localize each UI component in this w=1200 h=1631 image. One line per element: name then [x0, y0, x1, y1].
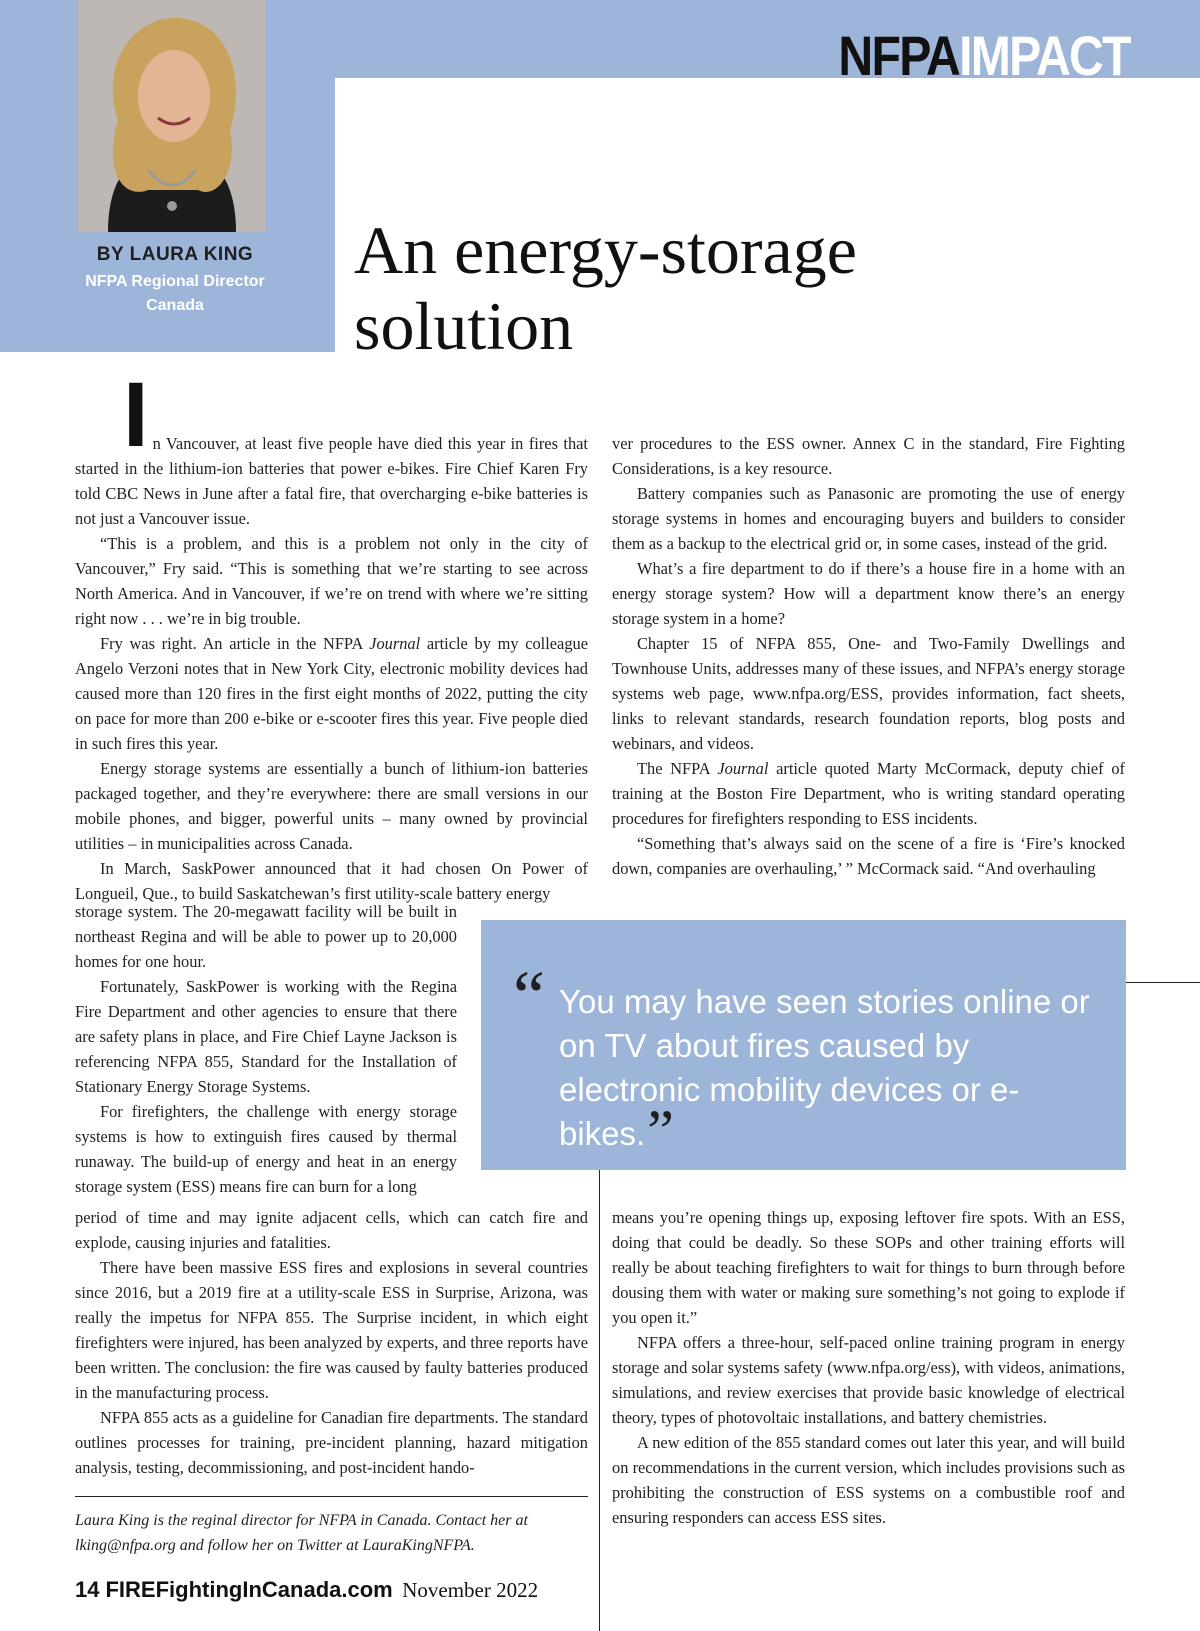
- headline-line-2: solution: [354, 288, 574, 364]
- close-quote-mark: ”: [647, 1098, 674, 1164]
- paragraph: A new edition of the 855 standard comes out later this year, and will build on recommendations in the current version, which includes provisions such as prohibiting the construction of ESS systems on a combustible roof and ensuring responders can access ESS sites.: [612, 1433, 1125, 1527]
- paragraph: period of time and may ignite adjacent cells, which can catch fire and explode, causing injuries and fatalities.: [75, 1208, 588, 1252]
- paragraph: The NFPA Journal article quoted Marty McCormack, deputy chief of training at the Boston Fire Department, who is writing standard operating procedures for firefighters responding to ESS incidents.: [612, 759, 1125, 828]
- divider: [1126, 982, 1200, 983]
- headline-line-1: An energy-storage: [354, 212, 857, 288]
- article-headline: [354, 212, 1134, 364]
- body-column-left-bottom: [75, 1205, 588, 1480]
- paragraph: In Vancouver, at least five people have died this year in fires that started in the lithium-ion batteries that power e-bikes. Fire Chief Karen Fry told CBC News in June after a fatal fire, that overcharging e-bike batteries is not just a Vancouver issue.: [75, 364, 588, 528]
- paragraph: ver procedures to the ESS owner. Annex C in the standard, Fire Fighting Considerations, is a key resource.: [612, 434, 1125, 478]
- paragraph: In March, SaskPower announced that it had chosen On Power of Longueil, Que., to build Saskatchewan’s first utility-scale battery energy: [75, 859, 588, 903]
- author-name: BY LAURA KING: [96, 244, 254, 265]
- paragraph: Fry was right. An article in the NFPA Journal article by my colleague Angelo Verzoni notes that in New York City, electronic mobility devices had caused more than 120 fires in the first eight months of 2022, putting the city on pace for more than 200 e-bike or e-scooter fires this year. Five people died in such fires this year.: [75, 634, 589, 753]
- paragraph: “Something that’s always said on the scene of a fire is ‘Fire’s knocked down, companies are overhauling,’ ” McCormack said. “And overhauling: [612, 834, 1125, 878]
- paragraph: NFPA offers a three-hour, self-paced online training program in energy storage and solar systems safety (www.nfpa.org/ess), with videos, animations, simulations, and review exercises that provide basic knowledge of electrical theory, types of photovoltaic installations, and battery chemistries.: [612, 1333, 1125, 1427]
- section-masthead: [839, 26, 1130, 86]
- paragraph: NFPA 855 acts as a guideline for Canadian fire departments. The standard outlines processes for training, pre-incident planning, hazard mitigation analysis, testing, decommissioning, and post-incident hando-: [75, 1408, 588, 1477]
- author-bio: Laura King is the reginal director for NFPA in Canada. Contact her at lking@nfpa.org and follow her on Twitter at LauraKingNFPA.: [75, 1512, 528, 1554]
- paragraph: storage system. The 20-megawatt facility will be built in northeast Regina and will be able to power up to 20,000 homes for one hour.: [75, 902, 457, 971]
- paragraph: means you’re opening things up, exposing leftover fire spots. With an ESS, doing that could be deadly. So these SOPs and other training efforts will really be about teaching firefighters to wait for things to burn through before dousing them with water or making sure something’s not going to explode if you open it.”: [612, 1208, 1125, 1327]
- byline: [40, 244, 310, 318]
- column-divider: [599, 1170, 600, 1631]
- pull-quote: [481, 920, 1126, 1170]
- body-column-left-top: [75, 364, 589, 906]
- issue-date: November 2022: [402, 1578, 539, 1602]
- paragraph: Chapter 15 of NFPA 855, One- and Two-Family Dwellings and Townhouse Units, addresses many of these issues, and NFPA’s energy storage systems web page, www.nfpa.org/ESS, provides information, fact sheets, links to relevant standards, research foundation reports, blog posts and webinars, and videos.: [612, 634, 1125, 753]
- body-column-right-top: [612, 431, 1125, 881]
- paragraph: For firefighters, the challenge with energy storage systems is how to extinguish fires caused by thermal runaway. The build-up of energy and heat in an energy storage system (ESS) means fire can burn for a long: [75, 1102, 457, 1196]
- paragraph: There have been massive ESS fires and explosions in several countries since 2016, but a 2019 fire at a utility-scale ESS in Surprise, Arizona, was really the impetus for NFPA 855. The Surprise incident, in which eight firefighters were injured, has been analyzed by experts, and three reports have been written. The conclusion: the fire was caused by faulty batteries produced in the manufacturing process.: [75, 1258, 588, 1402]
- site-name: FIREFightingInCanada.com: [105, 1577, 393, 1602]
- body-column-right-bottom: [612, 1205, 1125, 1530]
- masthead-nfpa: NFPA: [838, 24, 960, 87]
- paragraph: Energy storage systems are essentially a bunch of lithium-ion batteries packaged together, and they’re everywhere: there are small versions in our mobile phones, and bigger, powerful units – many owned by provincial utilities – in municipalities across Canada.: [75, 759, 588, 853]
- page-number: 14: [75, 1577, 100, 1602]
- open-quote-mark: “: [513, 956, 545, 1036]
- paragraph: Fortunately, SaskPower is working with the Regina Fire Department and other agencies to ensure that there are safety plans in place, and Fire Chief Layne Jackson is referencing NFPA 855, Standard for the Installation of Stationary Energy Storage Systems.: [75, 977, 457, 1096]
- drop-cap: I: [123, 364, 149, 466]
- paragraph: “This is a problem, and this is a problem not only in the city of Vancouver,” Fry said. “This is something that we’re starting to see across North America. And in Vancouver, if we’re on trend with where we’re sitting right now . . . we’re in big trouble.: [75, 534, 588, 628]
- paragraph: Battery companies such as Panasonic are promoting the use of energy storage systems in homes and encouraging buyers and builders to consider them as a backup to the electrical grid or, in some cases, instead of the grid.: [612, 484, 1125, 553]
- bio-divider: [75, 1496, 588, 1497]
- body-column-left-middle: [75, 899, 457, 1199]
- author-region: Canada: [146, 297, 204, 314]
- pull-quote-text: You may have seen stories online or on TV about fires caused by electronic mobility devices or e-bikes.”: [559, 983, 1090, 1164]
- author-role: NFPA Regional Director: [85, 273, 265, 290]
- paragraph: What’s a fire department to do if there’s a house fire in a home with an energy storage system? How will a department know there’s an energy storage system in a home?: [612, 559, 1125, 628]
- author-photo: [78, 0, 266, 232]
- masthead-impact: IMPACT: [959, 24, 1130, 87]
- page-footer: [75, 1576, 538, 1604]
